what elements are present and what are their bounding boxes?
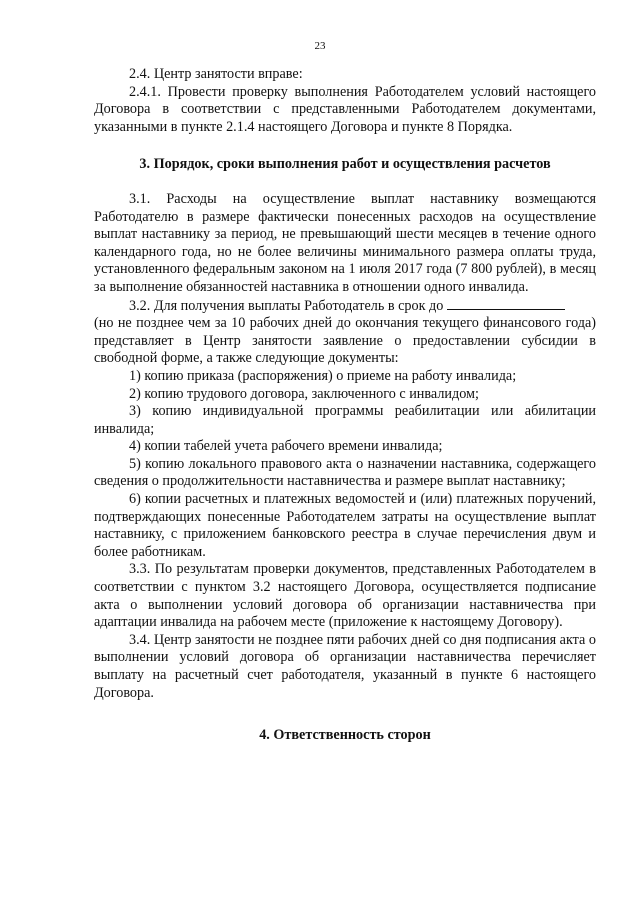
deadline-blank-field [447,297,565,310]
clause-3-2-first-line [94,297,596,316]
clause-3-2-start: 3.2. Для получения выплаты Работодатель в срок до [129,297,444,314]
clause-3-1: 3.1. Расходы на осуществление выплат наставнику возмещаются Работодателю в размере фактически понесенных расходов на осуществление выплат наставнику за период, не превышающий шести месяцев в течение одного календарного года, но не более величины минимального размера оплаты труда, установленного федеральным законом на 1 июля 2017 года (7 800 рублей), в месяц за выполнение обязанностей наставника в отношении одного инвалида. [94,190,596,295]
document-item-1: 1) копию приказа (распоряжения) о приеме на работу инвалида; [129,367,517,384]
document-item-6: 6) копии расчетных и платежных ведомостей и (или) платежных поручений, подтверждающих понесенные Работодателем затраты на осуществление выплат наставнику, с приложением банковского реестра в случае перечисления двум и более работникам. [94,491,596,560]
document-item-5: 5) копию локального правового акта о назначении наставника, содержащего сведения о продолжительности наставничества и размере выплат наставнику; [94,455,596,490]
clause-3-4: 3.4. Центр занятости не позднее пяти рабочих дней со дня подписания акта о выполнении условий договора об организации наставничества перечисляет выплату на расчетный счет работодателя, указанный в пункте 6 настоящего Договора. [94,631,596,701]
page-number: 23 [314,40,326,52]
section-4-title: 4. Ответственность сторон [259,727,431,744]
clause-3-3: 3.3. По результатам проверки документов, представленных Работодателем в соответствии с пунктом 3.2 настоящего Договора, осуществляется подписание акта о выполнении условий договора об организации наставничества при адаптации инвалида на рабочем месте (приложение к настоящему Договору). [94,561,596,631]
document-item-3: 3) копию индивидуальной программы реабилитации или абилитации инвалида; [94,403,596,437]
document-item-2: 2) копию трудового договора, заключенного с инвалидом; [129,385,479,402]
clause-2-4: 2.4. Центр занятости вправе: [129,66,303,82]
clause-2-4-1: 2.4.1. Провести проверку выполнения Работодателем условий настоящего Договора в соответствии с представленными Работодателем документами, указанными в пункте 2.1.4 настоящего Договора и пункте 8 Порядка. [94,83,596,135]
document-body [94,66,596,745]
clause-3-2-rest: (но не позднее чем за 10 рабочих дней до окончания текущего финансового года) представляет в Центр занятости заявление о предоставлении субсидии в свободной форме, а также следующие документы: [94,315,596,367]
document-item-4: 4) копии табелей учета рабочего времени инвалида; [129,438,443,455]
section-3-title: 3. Порядок, сроки выполнения работ и осуществления расчетов [139,156,551,173]
